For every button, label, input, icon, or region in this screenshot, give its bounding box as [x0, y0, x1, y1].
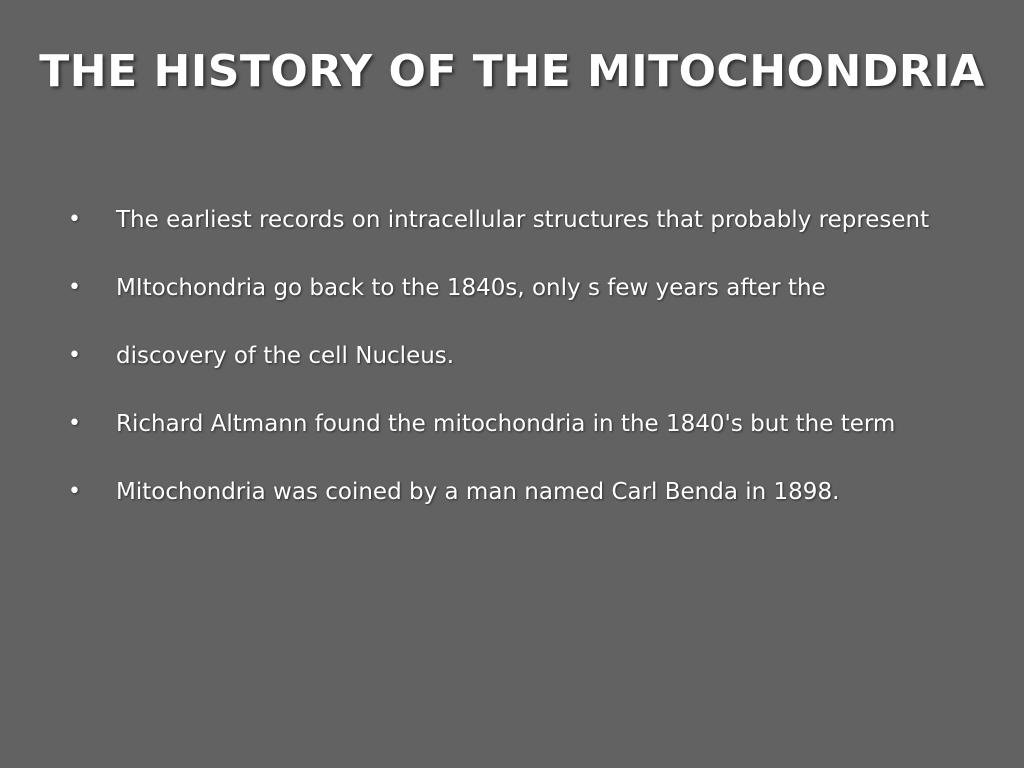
bullet-icon: •	[68, 207, 81, 232]
bullet-text: Mitochondria was coined by a man named Carl Benda in 1898.	[116, 479, 840, 505]
bullet-icon: •	[68, 343, 81, 368]
bullet-icon: •	[68, 479, 81, 504]
bullet-text: The earliest records on intracellular structures that probably represent	[116, 207, 930, 233]
list-item	[0, 190, 1024, 258]
bullet-text: discovery of the cell Nucleus.	[116, 343, 455, 369]
list-item	[0, 394, 1024, 462]
list-item	[0, 462, 1024, 530]
bullet-list	[0, 190, 1024, 530]
bullet-text: MItochondria go back to the 1840s, only s few years after the	[116, 275, 826, 301]
slide-title: THE HISTORY OF THE MITOCHONDRIA	[39, 46, 985, 97]
list-item	[0, 326, 1024, 394]
list-item	[0, 258, 1024, 326]
bullet-icon: •	[68, 411, 81, 436]
bullet-text: Richard Altmann found the mitochondria in the 1840's but the term	[116, 411, 896, 437]
bullet-icon: •	[68, 275, 81, 300]
